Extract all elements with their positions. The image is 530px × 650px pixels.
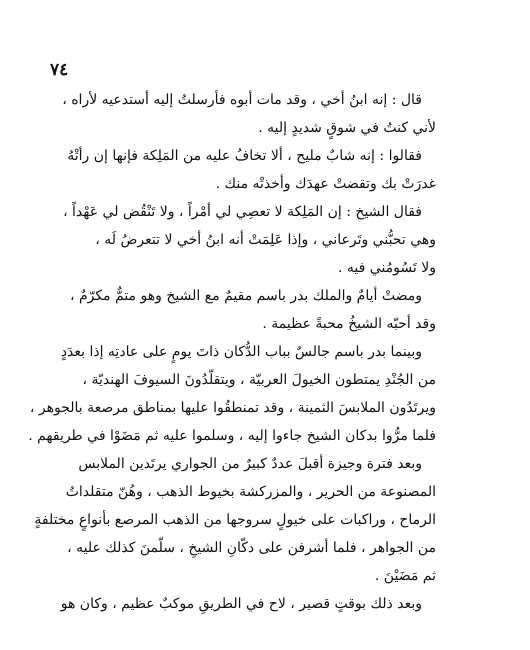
page-number: ٧٤: [50, 60, 69, 80]
text-line: غدرَتْ بك وتقضتْ عهدَك وأخذتْه منك .: [215, 176, 436, 192]
text-line: ومضتْ أيامٌ والملك بدر باسم مقيمٌ مع الشيخ وهو متمٌّ مكرّمٌ ،: [69, 288, 422, 304]
text-line: ثم مَضَيْنَ .: [374, 568, 436, 584]
text-line: فقال الشيخ : إن المَلِكة لا تعصِي لي أمْراً ، ولا تَنْقُض لي عَهْداً ،: [63, 204, 422, 220]
text-line: لأني كنتُ في شوقٍ شديدٍ إليه .: [258, 120, 436, 136]
text-line: فلما مرُّوا بدكان الشيخ جاءوا إليه ، وسلموا عليه ثم مَضَوْا في طريقهم .: [28, 428, 436, 444]
text-line: المصنوعة من الحرير ، والمزركشة بخيوط الذهب ، وهُنّ متقلداتُ: [65, 484, 436, 500]
text-line: من الجُنْدِ يمتطون الخيولَ العربيّة ، ويتقلّدُونَ السيوفَ الهنديّة ،: [82, 372, 436, 388]
body-text: [28, 86, 436, 618]
text-line: ويرتَدُون الملابسَ الثمينة ، وقد تمنطقُوا عليها بمناطق مرصعة بالجوهر ،: [29, 400, 436, 416]
text-line: وبعد فترة وجيزة أقبلَ عددٌ كبيرٌ من الجواري يرتَدين الملابس: [78, 456, 422, 472]
text-line: فقالوا : إنه شابٌ مليح ، ألا تخافُ عليه من المَلِكة فإنها إن رأتْهُ: [67, 148, 422, 164]
text-line: الرماح ، وراكبات على خيولٍ سروجها من الذهب المرصع بأنواعٍ مختلفةٍ: [34, 512, 436, 528]
text-line: قال : إنه ابنُ أخي ، وقد مات أبوه فأرسلتُ إليه أستدعيه لأراه ،: [62, 92, 422, 108]
text-line: وهي تحبُّني وتَرعاني ، وإذا عَلِمَتْ أنه ابنُ أخي لا تتعرضُ لَه ،: [95, 232, 436, 248]
text-line: من الجواهر ، فلما أشرفن على دكّانِ الشيخِ ، سلّمنَ كذلك عليه ،: [67, 540, 436, 556]
text-line: وبعد ذلك بوقتٍ قصير ، لاح في الطريقِ موكبٌ عظيم ، وكان هو: [60, 596, 422, 612]
text-line: وبينما بدر باسم جالسٌ بباب الدُّكان ذاتَ يومٍ على عادتِه إذا بعدَدٍ: [60, 344, 422, 360]
text-line: ولا تَسُومُني فيه .: [338, 260, 436, 276]
text-line: وقد أحبّه الشيخُ محبةً عظيمة .: [262, 316, 436, 332]
